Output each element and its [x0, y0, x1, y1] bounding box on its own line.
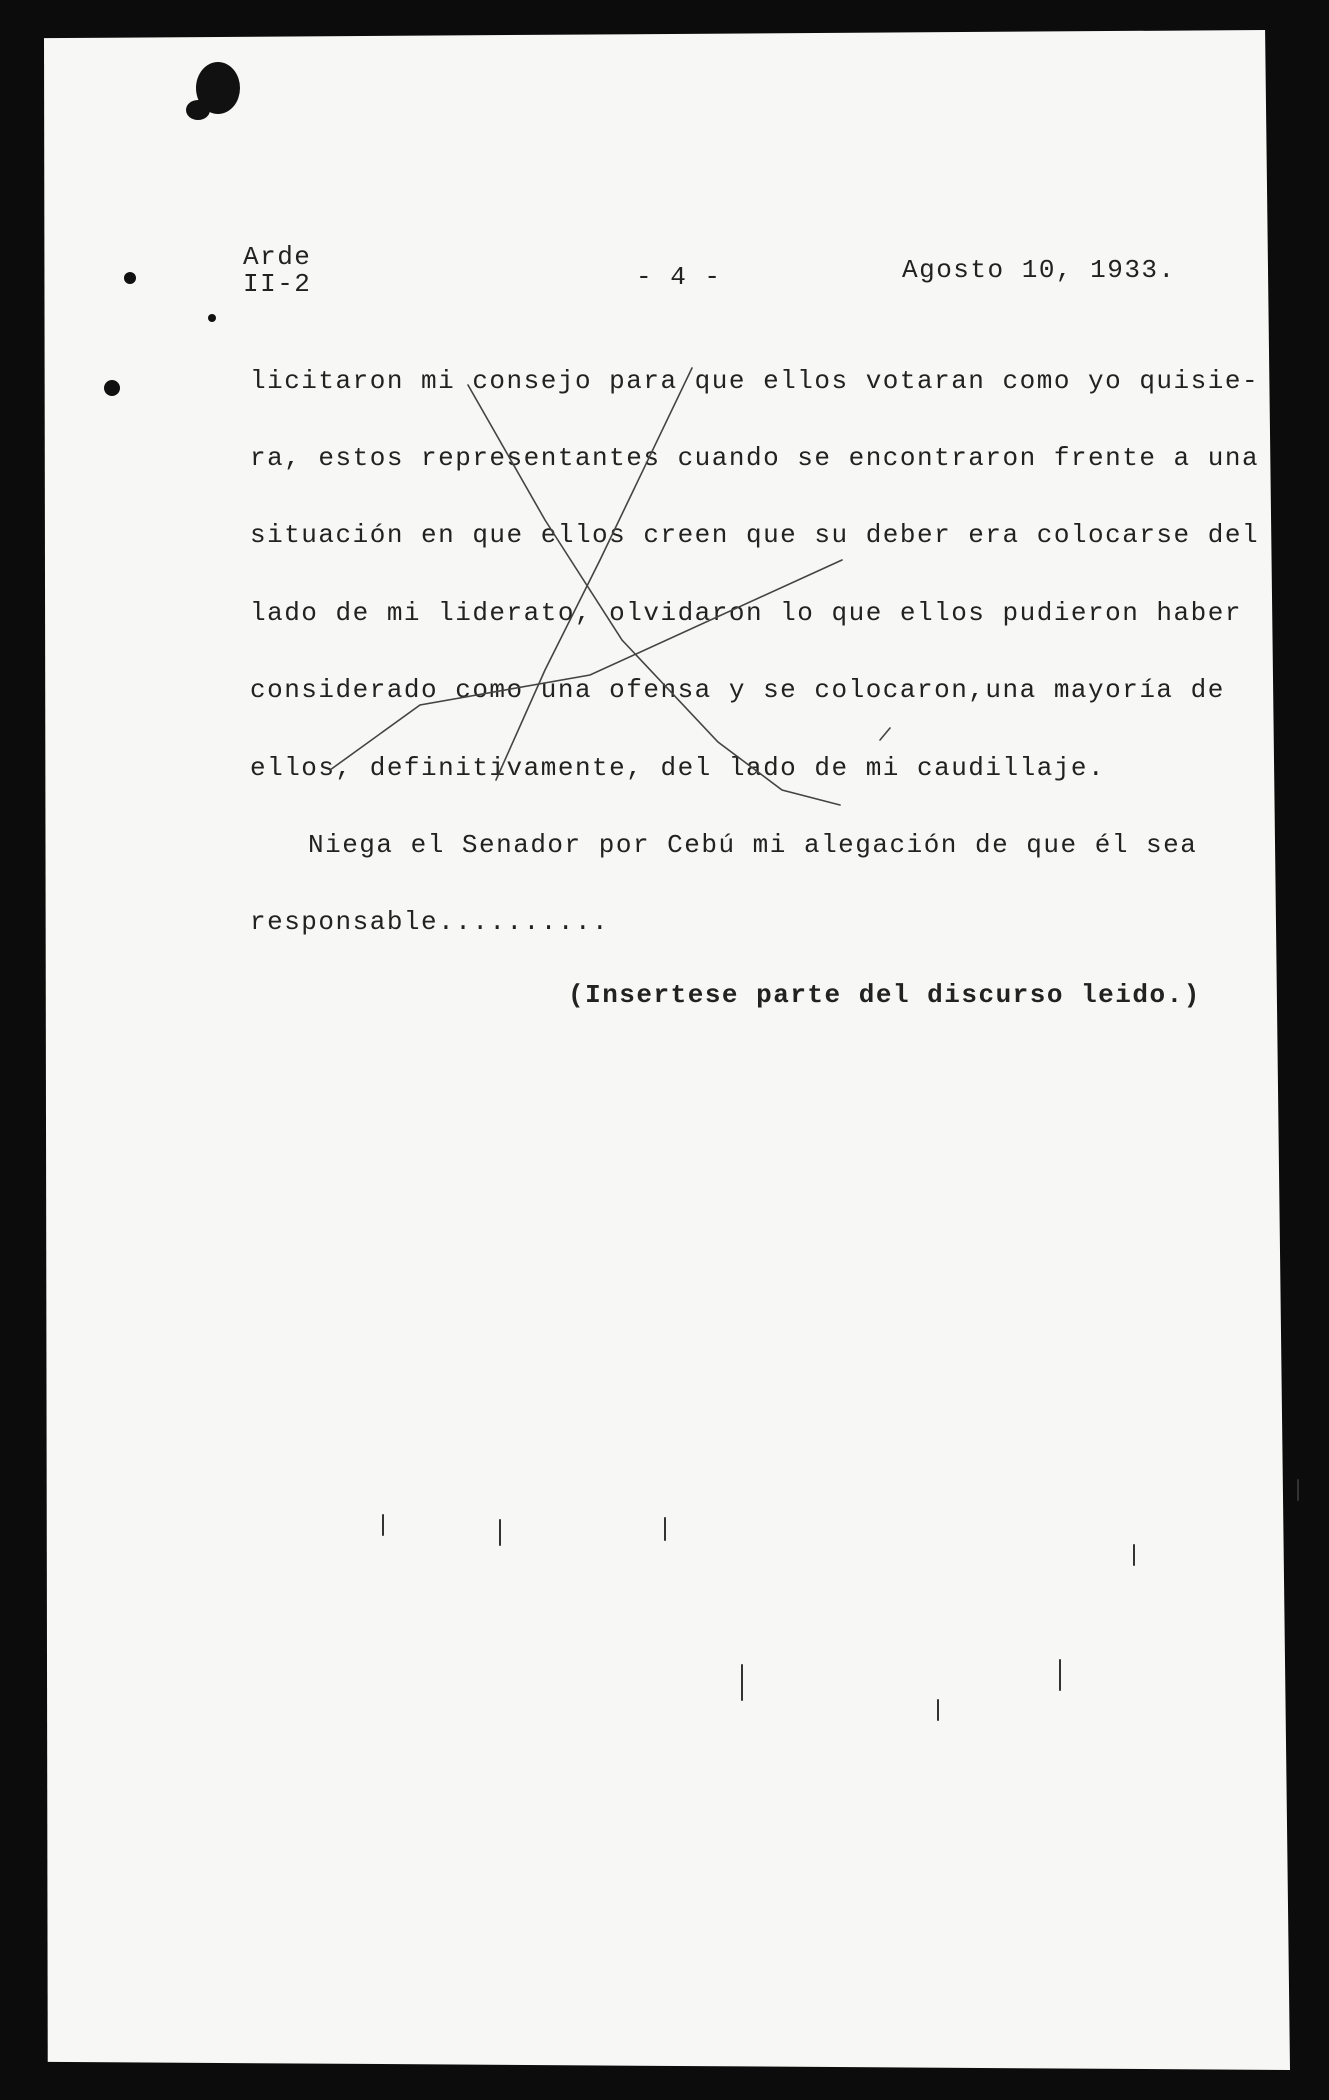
- page-number: - 4 -: [636, 262, 722, 292]
- insert-note: (Insertese parte del discurso leido.): [568, 980, 1201, 1010]
- text-line: lado de mi liderato, olvidaron lo que ellos pudieron haber: [250, 598, 1242, 628]
- text-line: Niega el Senador por Cebú mi alegación de que él sea: [308, 830, 1198, 860]
- text-line: situación en que ellos creen que su deber era colocarse del: [250, 520, 1260, 550]
- text-line: ellos, definitivamente, del lado de mi caudillaje.: [250, 753, 1106, 783]
- header-code: [243, 244, 311, 298]
- date: Agosto 10, 1933.: [902, 255, 1176, 285]
- text-line: licitaron mi consejo para que ellos votaran como yo quisie-: [250, 366, 1260, 396]
- document-page: [44, 30, 1290, 2070]
- text-line: ra, estos representantes cuando se encontraron frente a una: [250, 443, 1260, 473]
- text-line: considerado como una ofensa y se colocaron,una mayoría de: [250, 675, 1225, 705]
- header-code-line1: Arde: [243, 242, 312, 272]
- text-line: responsable..........: [250, 907, 610, 937]
- header-code-line2: II-2: [243, 269, 312, 299]
